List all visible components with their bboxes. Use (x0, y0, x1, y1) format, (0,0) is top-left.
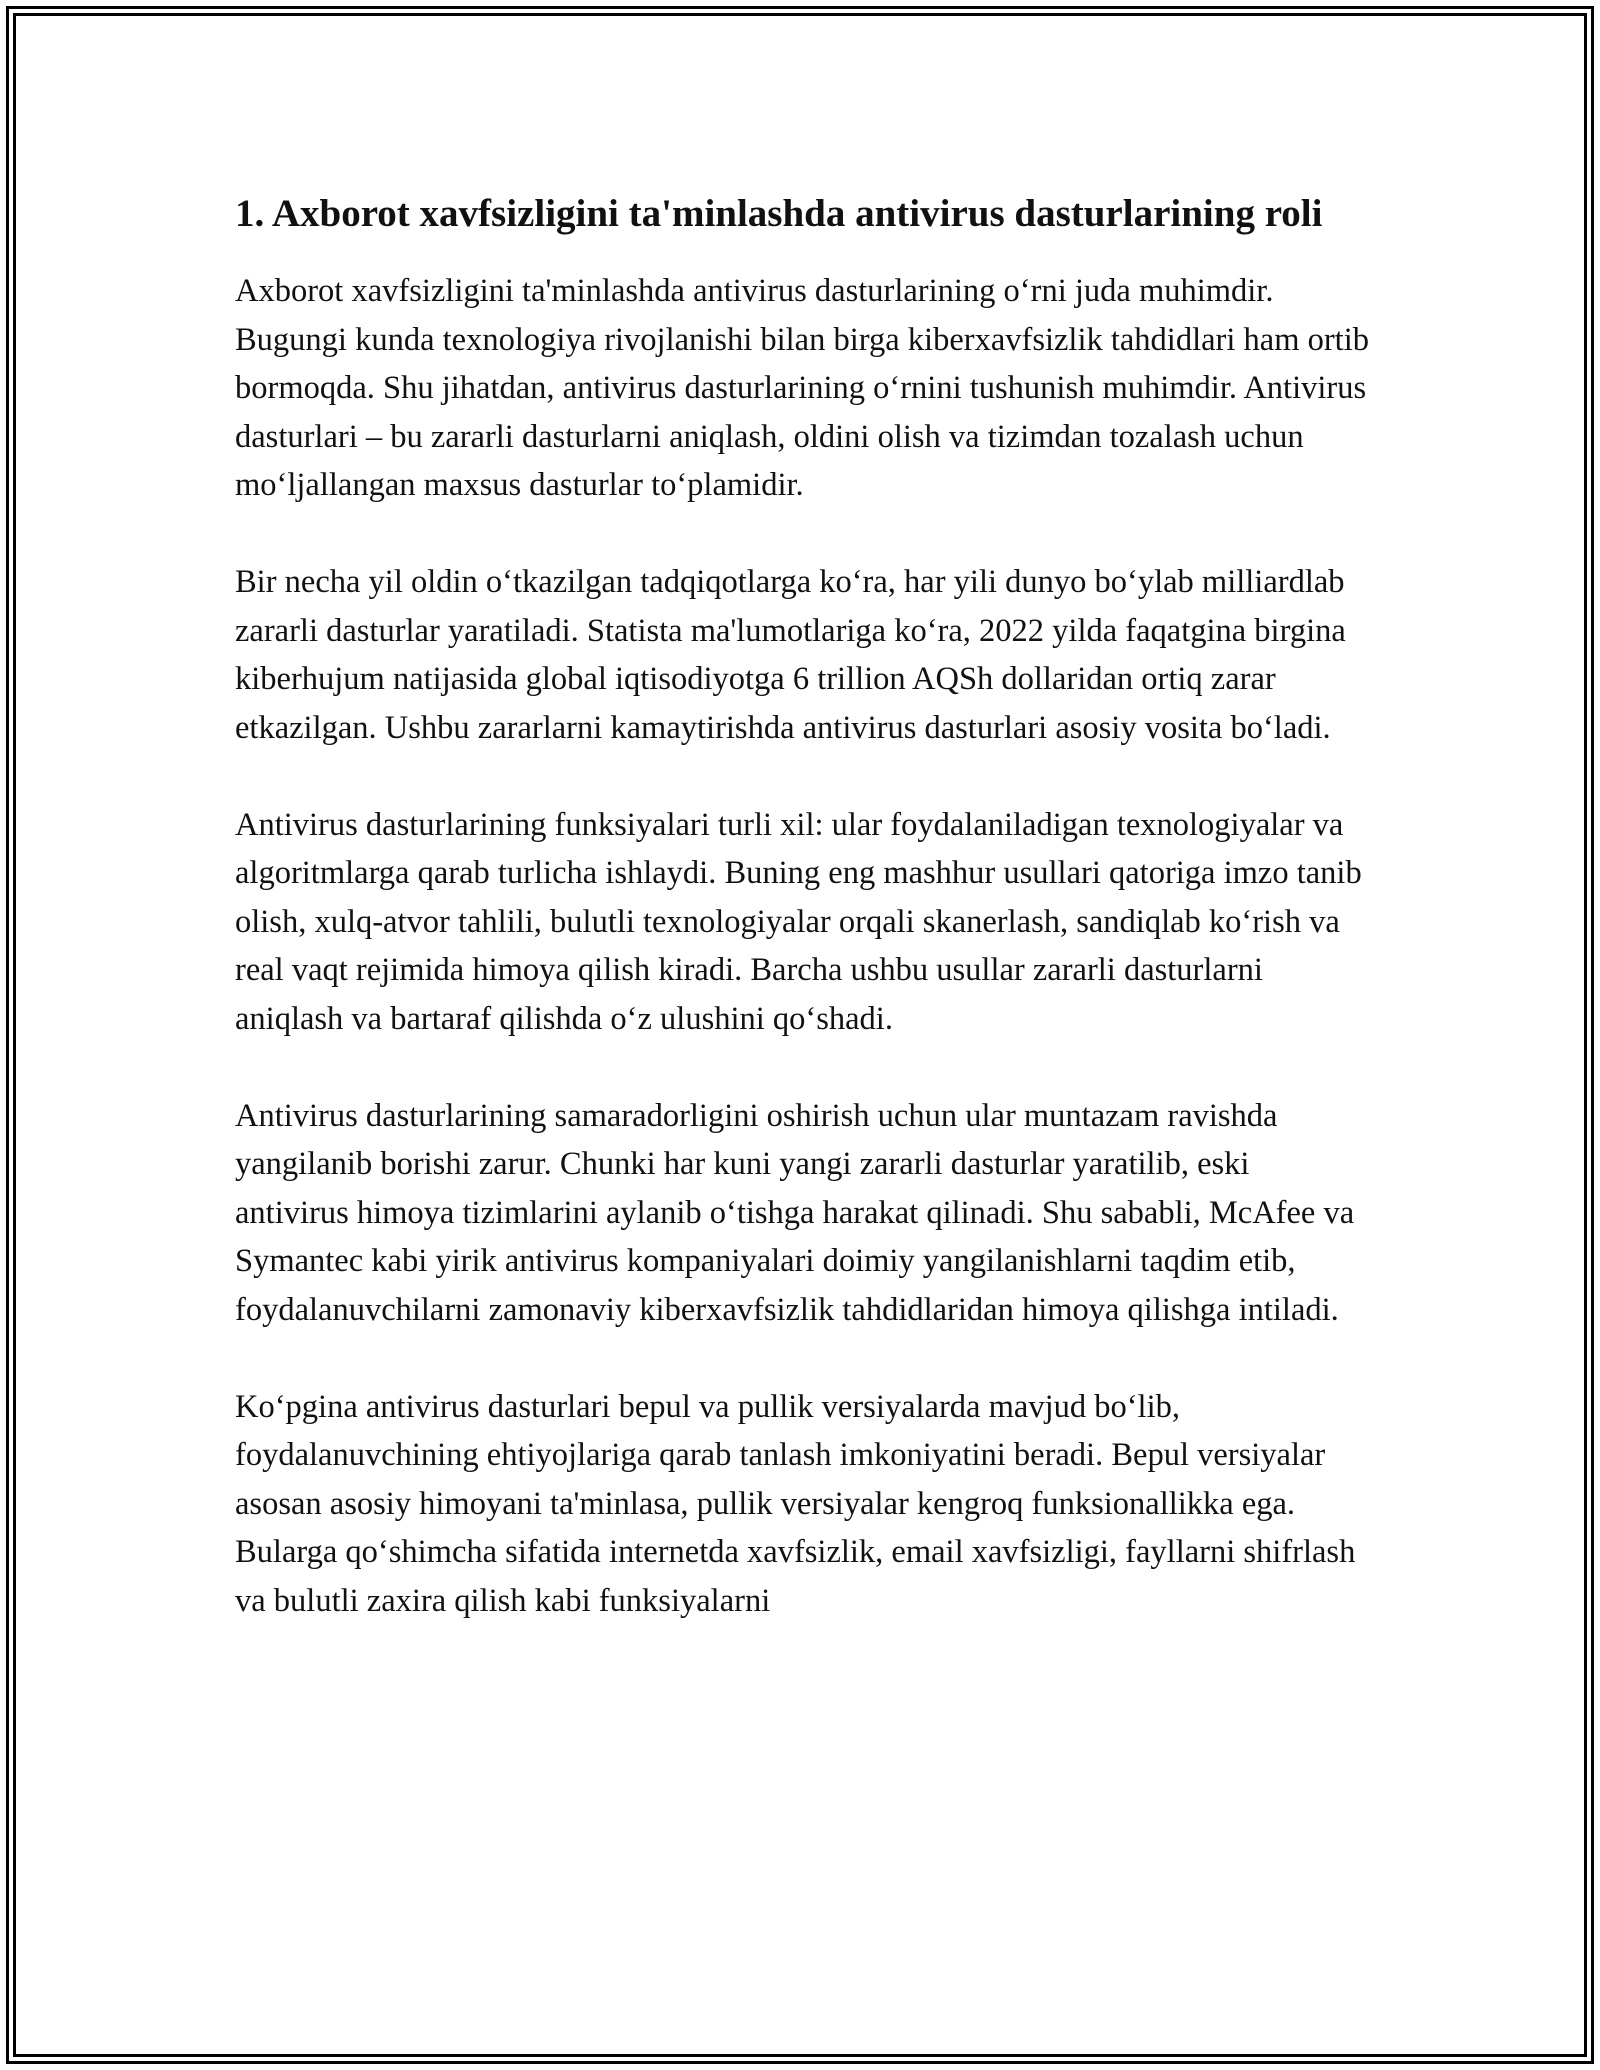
page-content (235, 186, 1370, 1674)
paragraph-3: Antivirus dasturlarining funksiyalari turli xil: ular foydalaniladigan texnologiyalar va algoritmlarga qarab turlicha ishlaydi. Buning eng mashhur usullari qatoriga imzo tanib olish, xulq-atvor tahlili, bulutli texnologiyalar orqali skanerlash, sandiqlab ko‘rish va real vaqt rejimida himoya qilish kiradi. Barcha ushbu usullar zararli dasturlarni aniqlash va bartaraf qilishda o‘z ulushini qo‘shadi. (235, 806, 1362, 1037)
paragraph-5: Ko‘pgina antivirus dasturlari bepul va pullik versiyalarda mavjud bo‘lib, foydalanuvchining ehtiyojlariga qarab tanlash imkoniyatini beradi. Bepul versiyalar asosan asosiy himoyani ta'minlasa, pullik versiyalar kengroq funksionallikka ega. Bularga qo‘shimcha sifatida internetda xavfsizlik, email xavfsizligi, fayllarni shifrlash va bulutli zaxira qilish kabi funksiyalarni (235, 1388, 1356, 1619)
paragraph-2: Bir necha yil oldin o‘tkazilgan tadqiqotlarga ko‘ra, har yili dunyo bo‘ylab milliardlab zararli dasturlar yaratiladi. Statista ma'lumotlariga ko‘ra, 2022 yilda faqatgina birgina kiberhujum natijasida global iqtisodiyotga 6 trillion AQSh dollaridan ortiq zarar etkazilgan. Ushbu zararlarni kamaytirishda antivirus dasturlari asosiy vosita bo‘ladi. (235, 564, 1346, 746)
paragraph-1: Axborot xavfsizligini ta'minlashda antivirus dasturlarining o‘rni juda muhimdir. Bugungi kunda texnologiya rivojlanishi bilan birga kiberxavfsizlik tahdidlari ham ortib bormoqda. Shu jihatdan, antivirus dasturlarining o‘rnini tushunish muhimdir. Antivirus dasturlari – bu zararli dasturlarni aniqlash, oldini olish va tizimdan tozalash uchun mo‘ljallangan maxsus dasturlar to‘plamidir. (235, 273, 1369, 503)
paragraph-4: Antivirus dasturlarining samaradorligini oshirish uchun ular muntazam ravishda yangilanib borishi zarur. Chunki har kuni yangi zararli dasturlar yaratilib, eski antivirus himoya tizimlarini aylanib o‘tishga harakat qilinadi. Shu sababli, McAfee va Symantec kabi yirik antivirus kompaniyalari doimiy yangilanishlarni taqdim etib, foydalanuvchilarni zamonaviy kiberxavfsizlik tahdidlaridan himoya qilishga intiladi. (235, 1097, 1355, 1328)
section-heading: 1. Axborot xavfsizligini ta'minlashda antivirus dasturlarining roli (235, 192, 1323, 235)
